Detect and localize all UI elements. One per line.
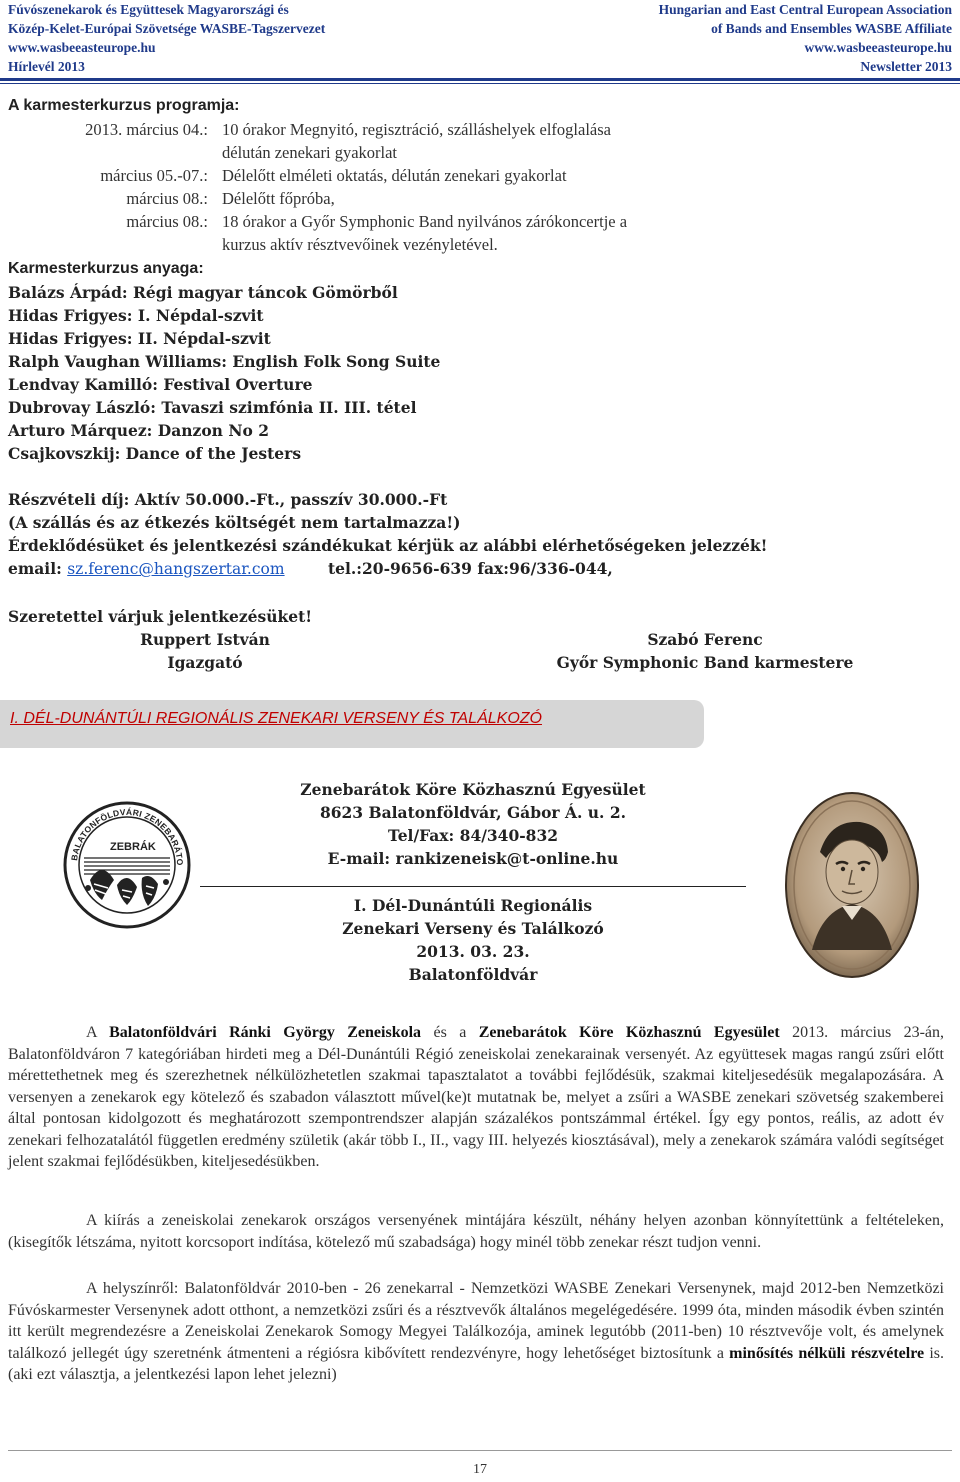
email-link[interactable]: sz.ferenc@hangszertar.com xyxy=(67,560,285,578)
header-left-line2: Közép-Kelet-Európai Szövetsége WASBE-Tagszervezet xyxy=(8,21,326,36)
material-item: Lendvay Kamilló: Festival Overture xyxy=(8,375,313,394)
program-text: Délelőtt elméleti oktatás, délután zenekari gyakorlat xyxy=(222,166,567,185)
program-text: 10 órakor Megnyitó, regisztráció, szálláshelyek elfoglalása xyxy=(222,120,611,139)
contact-divider xyxy=(200,886,746,887)
signature-title: Győr Symphonic Band karmestere xyxy=(556,653,854,672)
header-left-issue: Hírlevél 2013 xyxy=(8,59,85,74)
material-item: Ralph Vaughan Williams: English Folk Song Suite xyxy=(8,352,441,371)
inquiry-line: Érdeklődésüket és jelentkezési szándékukat kérjük az alábbi elérhetőségeken jelezzék! xyxy=(8,536,768,555)
header-right-website[interactable]: www.wasbeeasteurope.hu xyxy=(804,40,952,55)
contact-org: Zenebarátok Köre Közhasznú Egyesület xyxy=(300,780,646,799)
program-text: 18 órakor a Győr Symphonic Band nyilvános zárókoncertje a xyxy=(222,212,628,231)
program-title: A karmesterkurzus programja: xyxy=(8,97,240,114)
association-name: Zenebarátok Köre Közhasznú Egyesület xyxy=(478,1024,780,1041)
section-title: I. DÉL-DUNÁNTÚLI REGIONÁLIS ZENEKARI VERSENY ÉS TALÁLKOZÓ xyxy=(10,710,542,727)
school-name: Balatonföldvári Ránki György Zeneiskola xyxy=(109,1024,422,1041)
fee-note: (A szállás és az étkezés költségét nem tartalmazza!) xyxy=(8,513,461,532)
event-line: Zenekari Verseny és Találkozó xyxy=(342,919,604,938)
contact-phone: Tel/Fax: 84/340-832 xyxy=(387,826,559,845)
material-item: Balázs Árpád: Régi magyar táncok Gömörből xyxy=(8,283,398,302)
zebrak-logo xyxy=(62,800,192,930)
event-location: Balatonföldvár xyxy=(408,965,538,984)
email-label: email: xyxy=(8,559,62,578)
signature-name: Szabó Ferenc xyxy=(647,630,763,649)
event-date: 2013. 03. 23. xyxy=(416,942,530,961)
program-date: 2013. március 04.: xyxy=(85,120,208,139)
program-text: kurzus aktív résztvevőinek vezényletével. xyxy=(222,235,498,254)
contact-address: 8623 Balatonföldvár, Gábor Á. u. 2. xyxy=(319,803,627,822)
material-item: Hidas Frigyes: I. Népdal-szvit xyxy=(8,306,264,325)
emphasis-text: minősítés nélküli részvételre xyxy=(729,1344,925,1362)
body-paragraph: A Balatonföldvári Ránki György Zeneiskola és a Zenebarátok Köre Közhasznú Egyesület 2013. március 23-án, Balatonföldváron 7 kategóriában hirdeti meg a Dél-Dunántúli Régió zeneiskolai zenekarainak versenyét. Az együttesek magas rangú zsűri előtt mérettethetnek meg és szerezhetnek nélkülözhetetlen szakmai tapasztalatot a további fejlődésük, szakmai kiteljesedésük megalapozására. A versenyen a zenekarok egy kötelező és szabadon választott művel(ke)t mutatnak be, melyet a zsűri a WASBE zenekari szövetség szakemberei által pontosan kidolgozott és meghatározott szempontrendszer alapján százalékos pontszámmal értékel. Így egy pontos, reális, az adott év zenekari felhozatalától független eredmény születik (akár több I., II., vagy III. helyezés kiosztásával), mely a zenekarok számára valódi segítséget jelent szakmai fejlődésükben, kiteljesedésükben. xyxy=(8,1024,945,1170)
header-left-website[interactable]: www.wasbeeasteurope.hu xyxy=(8,40,156,55)
header-right-line2: of Bands and Ensembles WASBE Affiliate xyxy=(711,21,952,36)
composer-portrait xyxy=(782,790,922,980)
phone-fax: tel.:20-9656-639 fax:96/336-044, xyxy=(327,559,613,578)
welcome-text: Szeretettel várjuk jelentkezésüket! xyxy=(8,607,313,626)
header-right-issue: Newsletter 2013 xyxy=(860,59,952,74)
body-paragraph: A kiírás a zeneiskolai zenekarok országos versenyének mintájára készült, néhány helyen azonban könnyítettünk a feltételeken, (kisegítők létszáma, nyitott korcsoport indítása, kötelező mű szabadsága) hogy minél több zenekar részt tudjon venni. xyxy=(8,1212,944,1251)
page-number: 17 xyxy=(473,1462,487,1477)
zebrak-logo-icon xyxy=(62,800,192,930)
header-right-line1: Hungarian and East Central European Association xyxy=(658,2,952,17)
program-date: március 08.: xyxy=(126,212,208,231)
signature-name: Ruppert István xyxy=(140,630,270,649)
material-title: Karmesterkurzus anyaga: xyxy=(8,260,204,277)
footer-divider xyxy=(8,1450,952,1451)
logo-ring-text: BALATONFÖLDVÁRI ZENEBARÁTO xyxy=(69,806,186,866)
material-item: Hidas Frigyes: II. Népdal-szvit xyxy=(8,329,271,348)
fee-line: Részvételi díj: Aktív 50.000.-Ft., passzív 30.000.-Ft xyxy=(8,490,448,509)
material-item: Dubrovay László: Tavaszi szimfónia II. III. tétel xyxy=(8,398,417,417)
program-date: március 05.-07.: xyxy=(100,166,208,185)
portrait-image-icon xyxy=(782,790,922,980)
material-item: Csajkovszkij: Dance of the Jesters xyxy=(8,444,302,463)
signature-title: Igazgató xyxy=(167,653,243,672)
program-text: Délelőtt főpróba, xyxy=(222,189,335,208)
program-text: délután zenekari gyakorlat xyxy=(222,143,397,162)
header-left-line1: Fúvószenekarok és Együttesek Magyarországi és xyxy=(8,2,289,17)
contact-email[interactable]: E-mail: rankizeneisk@t-online.hu xyxy=(327,849,619,868)
material-item: Arturo Márquez: Danzon No 2 xyxy=(8,421,270,440)
program-date: március 08.: xyxy=(126,189,208,208)
header-divider xyxy=(0,78,960,84)
contact-line xyxy=(8,559,613,578)
logo-label: ZEBRÁK xyxy=(110,841,156,853)
event-line: I. Dél-Dunántúli Regionális xyxy=(353,896,593,915)
body-paragraph: A helyszínről: Balatonföldvár 2010-ben - 26 zenekarral - Nemzetközi WASBE Zenekari Versenynek, majd 2012-ben Nemzetközi Fúvóskarmester Versenynek adott otthont, a nemzetközi zsűri és a résztvevők általános megelégedésére. 1999 óta, minden második évben szintén itt került megrendezésre a Zeneiskolai Zenekarok Somogy Megyei Találkozója, aminek legutóbb (2011-ben) 10 résztvevője volt, és amelynek találkozó jellegét úgy szeretnénk átmenteni a régiósra kibővített rendezvényre, hogy lehetőséget biztosítunk a minősítés nélküli részvételre is. (aki ezt választja, a jelentkezési lapon lehet jelezni) xyxy=(8,1280,944,1383)
